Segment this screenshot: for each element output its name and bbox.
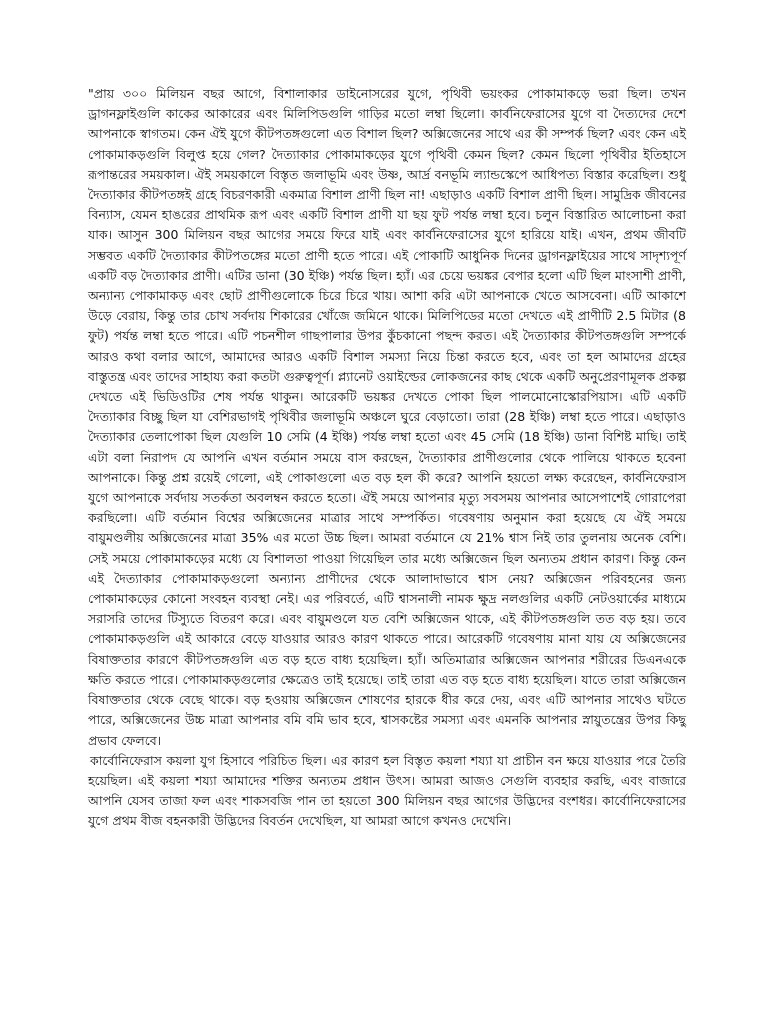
document-page: [88, 84, 686, 832]
body-paragraph: "প্রায় ৩০০ মিলিয়ন বছর আগে, বিশালাকার ডাইনোসরের যুগে, পৃথিবী ভয়ংকর পোকামাকড়ে ভরা ছিল। তখন ড্রাগনফ্লাইগুলি কাকের আকারের এবং মিলিপিডগুলি গাড়ির মতো লম্বা ছিলো। কার্বনিফেরাসের যুগে বা দৈত্যদের দেশে আপনাকে স্বাগতম। কেন ঐই যুগে কীটপতঙ্গগুলো এত বিশাল ছিল? অক্সিজেনের সাথে এর কী সম্পর্ক ছিল? এবং কেন এই পোকামাকড়গুলি বিলুপ্ত হয়ে গেল? দৈত্যাকার পোকামাকড়ের যুগে পৃথিবী কেমন ছিল? কেমন ছিলো পৃথিবীর ইতিহাসে রূপান্তরের সময়কাল। ঐই সময়কালে বিস্তৃত জলাভূমি এবং উষ্ণ, আর্দ্র বনভূমি ল্যান্ডস্কেপে আধিপত্য বিস্তার করেছিল। শুধু দৈত্যাকার কীটপতঙ্গই গ্রহে বিচরণকারী একমাত্র বিশাল প্রাণী ছিল না! এছাড়াও একটি বিশাল প্রাণী ছিল। সামুদ্রিক জীবনের বিন্যাস, যেমন হাঙরের প্রাথমিক রূপ এবং একটি বিশাল প্রাণী যা ছয় ফুট পর্যন্ত লম্বা হবে। চলুন বিস্তারিত আলোচনা করা যাক। আসুন 300 মিলিয়ন বছর আগের সময়ে ফিরে যাই এবং কার্বনিফেরাসের যুগে হারিয়ে যাই। এখন, প্রথম জীবটি সম্ভবত একটি দৈত্যাকার কীটপতঙ্গের মতো প্রাণী হতে পারে। এই পোকাটি আধুনিক দিনের ড্রাগনফ্লাইয়ের সাথে সাদৃশ্যপূর্ণ একটি বড় দৈত্যাকার প্রাণী। এটির ডানা (30 ইঞ্চি) পর্যন্ত ছিল। হ্যাঁ। এর চেয়ে ভয়ঙ্কর বেপার হলো এটি ছিল মাংসাশী প্রাণী, অন্যান্য পোকামাকড় এবং ছোট প্রাণীগুলোকে চিরে চিরে খায়। আশা করি এটা আপনাকে খেতে আসবেনা। এটি আকাশে উড়ে বেরায়, কিন্তু তার চোখ সর্বদায় শিকারের খোঁজে জমিনে থাকে। মিলিপিডের মতো দেখতে এই প্রাণীটি 2.5 মিটার (8 ফুট) পর্যন্ত লম্বা হতে পারে। এটি পচনশীল গাছপালার উপর কুঁচকানো পছন্দ করত। এই দৈত্যাকার কীটপতঙ্গগুলি সম্পর্কে আরও কথা বলার আগে, আমাদের আরও একটি বিশাল সমস্যা নিয়ে চিন্তা করতে হবে, এবং তা হল আমাদের গ্রহের বাস্তুতন্ত্র এবং তাদের সাহায্য করা কতটা গুরুত্বপূর্ণ। প্ল্যানেট ওয়াইল্ডের লোকজনের কাছ থেকে একটি অনুপ্রেরণামূলক প্রকল্প দেখতে এই ভিডিওটির শেষ পর্যন্ত থাকুন। আরেকটি ভয়ঙ্কর দেখতে পোকা ছিল পালমোনোস্কোরপিয়াস। এটি একটি দৈত্যাকার বিচ্ছু ছিল যা বেশিরভাগই পৃথিবীর জলাভূমি অঞ্চলে ঘুরে বেড়াতো। তারা (28 ইঞ্চি) লম্বা হতে পারে। এছাড়াও দৈত্যাকার তেলাপোকা ছিল যেগুলি 10 সেমি (4 ইঞ্চি) পর্যন্ত লম্বা হতো এবং 45 সেমি (18 ইঞ্চি) ডানা বিশিষ্ট মাছি। তাই এটা বলা নিরাপদ যে আপনি এখন বর্তমান সময়ে বাস করছেন, দৈত্যাকার প্রাণীগুলোর থেকে পালিয়ে থাকতে হবেনা আপনাকে। কিন্তু প্রশ্ন রয়েই গেলো, এই পোকাগুলো এত বড় হল কী করে? আপনি হয়তো লক্ষ্য করেছেন, কার্বনিফেরাস যুগে আপনাকে সর্বদায় সতর্কতা অবলম্বন করতে হতো। ঐই সময়ে আপনার মৃত্যু সবসময় আপনার আসেপাশেই গোরাপেরা করছিলো। এটি বর্তমান বিশ্বের অক্সিজেনের মাত্রার সাথে সম্পর্কিত। গবেষণায় অনুমান করা হয়েছে যে ঐই সময়ে বায়ুমণ্ডলীয় অক্সিজেনের মাত্রা 35% এর মতো উচ্চ ছিল। আমরা বর্তমানে যে 21% শ্বাস নিই তার তুলনায় অনেক বেশি। সেই সময়ে পোকামাকড়ের মধ্যে যে বিশালতা পাওয়া গিয়েছিল তার মধ্যে অক্সিজেন ছিল অন্যতম প্রধান কারণ। কিন্তু কেন এই দৈত্যাকার পোকামাকড়গুলো অন্যান্য প্রাণীদের থেকে আলাদাভাবে শ্বাস নেয়? অক্সিজেন পরিবহনের জন্য পোকামাকড়ের কোনো সংবহন ব্যবস্থা নেই। এর পরিবর্তে, এটি শ্বাসনালী নামক ক্ষুদ্র নলগুলির একটি নেটওয়ার্কের মাধ্যমে সরাসরি তাদের টিস্যুতে বিতরণ করে। এবং বায়ুমণ্ডলে যত বেশি অক্সিজেন থাকে, এই কীটপতঙ্গগুলি তত বড় হয়। তবে পোকামাকড়গুলি এই আকারে বেড়ে যাওয়ার আরও কারণ থাকতে পারে। আরেকটি গবেষণায় মানা যায় যে অক্সিজেনের বিষাক্ততার কারণে কীটপতঙ্গগুলি এত বড় হতে বাধ্য হয়েছিল। হ্যাঁ। অতিমাত্রার অক্সিজেন আপনার শরীরের ডিএনএকে ক্ষতি করতে পারে। পোকামাকড়গুলোর ক্ষেত্রেও তাই হয়েছে। তাই তারা এত বড় হতে বাধ্য হয়েছিল। যাতে তারা অক্সিজেন বিষাক্ততার থেকে বেছে থাকে। বড় হওয়ায় অক্সিজেন শোষণের হারকে ধীর করে দেয়, এবং এটি আপনার সাথেও ঘটতে পারে, অক্সিজেনের উচ্চ মাত্রা আপনার বমি বমি ভাব হবে, শ্বাসকষ্টের সমস্যা এবং এমনকি আপনার স্নায়ুতন্ত্রের উপর কিছু প্রভাব ফেলবে।: [88, 86, 686, 748]
body-paragraph: কার্বোনিফেরাস কয়লা যুগ হিসাবে পরিচিত ছিল। এর কারণ হল বিস্তৃত কয়লা শয্যা যা প্রাচীন বন ক্ষয়ে যাওয়ার পরে তৈরি হয়েছিল। এই কয়লা শয্যা আমাদের শক্তির অন্যতম প্রধান উৎস। আমরা আজও সেগুলি ব্যবহার করছি, এবং বাজারে আপনি যেসব তাজা ফল এবং শাকসবজি পান তা হয়তো 300 মিলিয়ন বছর আগের উদ্ভিদের বংশধর। কার্বোনিফেরাসের যুগে প্রথম বীজ বহনকারী উদ্ভিদের বিবর্তন দেখেছিল, যা আমরা আগে কখনও দেখেনি।: [88, 752, 686, 829]
